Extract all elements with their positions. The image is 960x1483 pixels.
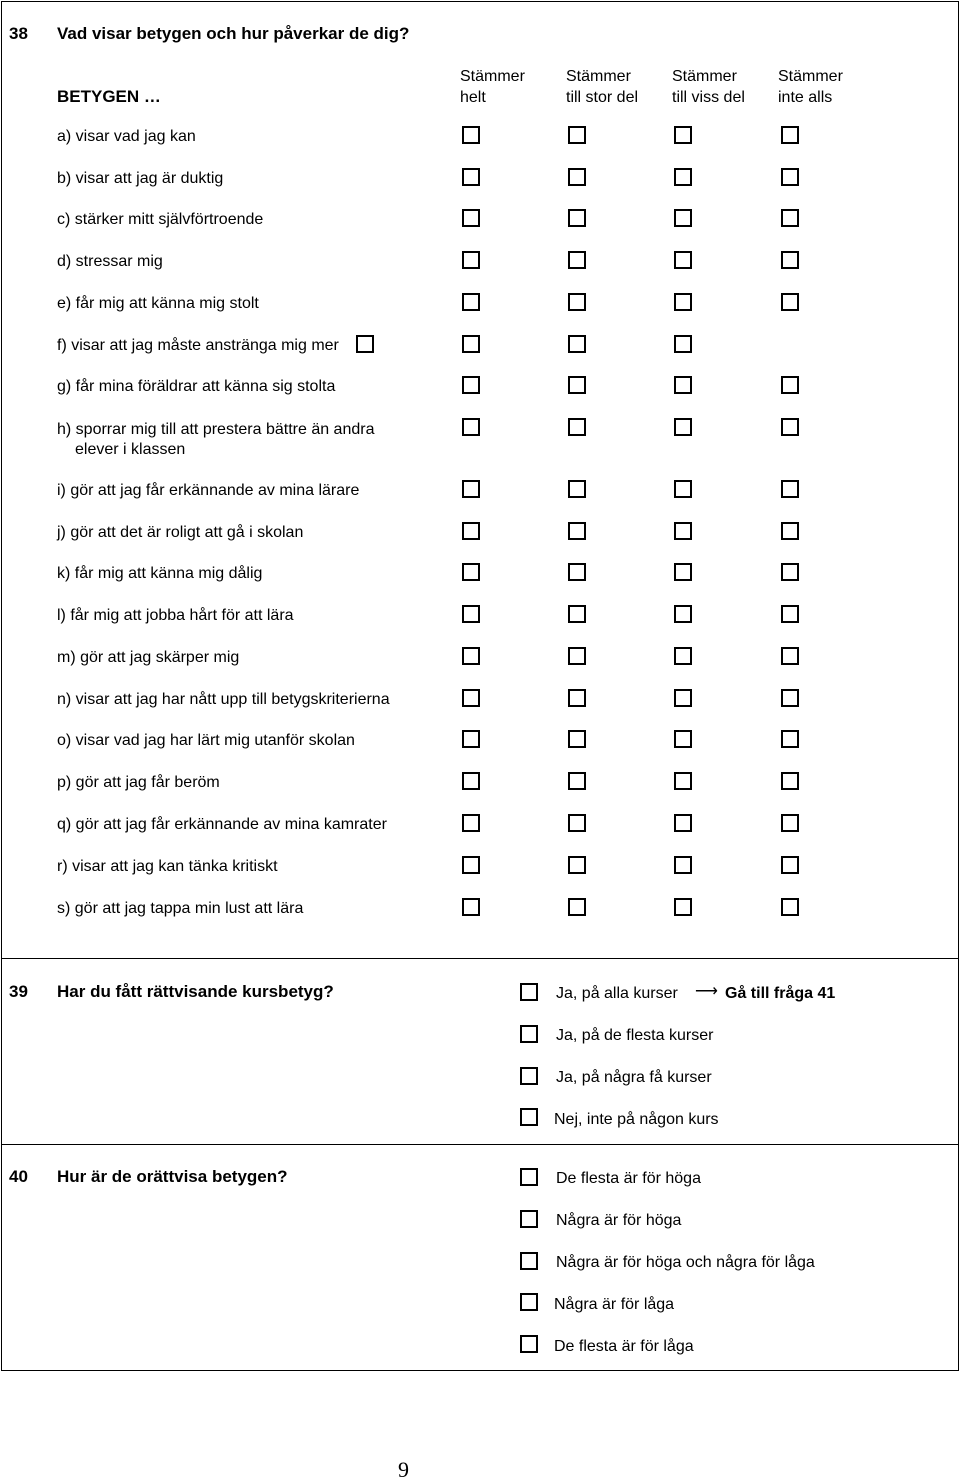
checkbox-m-stor-del[interactable] <box>568 647 586 665</box>
checkbox-a-stor-del[interactable] <box>568 126 586 144</box>
column-header-stor-del <box>566 66 638 108</box>
checkbox-c-inte-alls[interactable] <box>781 209 799 227</box>
checkbox-i-inte-alls[interactable] <box>781 480 799 498</box>
checkbox-b-viss-del[interactable] <box>674 168 692 186</box>
q39-option-2-label: Ja, på de flesta kurser <box>556 1027 714 1044</box>
column-header-helt <box>460 66 525 108</box>
q39-option-4-label: Nej, inte på någon kurs <box>554 1111 719 1128</box>
checkbox-b-stor-del[interactable] <box>568 168 586 186</box>
checkbox-a-helt[interactable] <box>462 126 480 144</box>
q39-option-3-checkbox[interactable] <box>520 1067 538 1085</box>
checkbox-r-inte-alls[interactable] <box>781 856 799 874</box>
q40-option-4-checkbox[interactable] <box>520 1293 538 1311</box>
item-h-label: h) sporrar mig till att prestera bättre än andra <box>57 421 375 438</box>
q40-option-3-checkbox[interactable] <box>520 1252 538 1270</box>
checkbox-h-viss-del[interactable] <box>674 418 692 436</box>
checkbox-c-viss-del[interactable] <box>674 209 692 227</box>
checkbox-h-helt[interactable] <box>462 418 480 436</box>
checkbox-o-viss-del[interactable] <box>674 730 692 748</box>
item-a-label: a) visar vad jag kan <box>57 128 196 145</box>
checkbox-s-helt[interactable] <box>462 898 480 916</box>
checkbox-i-helt[interactable] <box>462 480 480 498</box>
betygen-group-label: BETYGEN … <box>57 87 161 106</box>
checkbox-i-stor-del[interactable] <box>568 480 586 498</box>
q40-option-2-label: Några är för höga <box>556 1212 682 1229</box>
checkbox-q-helt[interactable] <box>462 814 480 832</box>
question-40-number: 40 <box>9 1167 28 1186</box>
q39-skip-instruction: Gå till fråga 41 <box>725 985 836 1002</box>
checkbox-q-viss-del[interactable] <box>674 814 692 832</box>
checkbox-h-stor-del[interactable] <box>568 418 586 436</box>
checkbox-f-viss-del[interactable] <box>568 335 586 353</box>
checkbox-p-viss-del[interactable] <box>674 772 692 790</box>
q40-option-1-label: De flesta är för höga <box>556 1170 701 1187</box>
checkbox-l-stor-del[interactable] <box>568 605 586 623</box>
checkbox-s-inte-alls[interactable] <box>781 898 799 916</box>
question-39-title: Har du fått rättvisande kursbetyg? <box>57 982 334 1001</box>
item-g-label: g) får mina föräldrar att känna sig stolta <box>57 378 336 395</box>
checkbox-a-viss-del[interactable] <box>674 126 692 144</box>
checkbox-f-stor-del[interactable] <box>462 335 480 353</box>
checkbox-m-inte-alls[interactable] <box>781 647 799 665</box>
q40-option-3-label: Några är för höga och några för låga <box>556 1254 815 1271</box>
checkbox-o-stor-del[interactable] <box>568 730 586 748</box>
question-39-number: 39 <box>9 982 28 1001</box>
checkbox-r-helt[interactable] <box>462 856 480 874</box>
checkbox-o-inte-alls[interactable] <box>781 730 799 748</box>
checkbox-b-helt[interactable] <box>462 168 480 186</box>
column-header-line2: till stor del <box>566 89 639 106</box>
checkbox-a-inte-alls[interactable] <box>781 126 799 144</box>
page-number: 9 <box>398 1457 409 1482</box>
checkbox-n-stor-del[interactable] <box>568 689 586 707</box>
checkbox-k-helt[interactable] <box>462 563 480 581</box>
item-n-label: n) visar att jag har nått upp till betygskriterierna <box>57 691 390 708</box>
item-i-label: i) gör att jag får erkännande av mina lärare <box>57 482 360 499</box>
q40-option-1-checkbox[interactable] <box>520 1168 538 1186</box>
checkbox-e-viss-del[interactable] <box>674 293 692 311</box>
checkbox-n-viss-del[interactable] <box>674 689 692 707</box>
checkbox-p-helt[interactable] <box>462 772 480 790</box>
checkbox-g-helt[interactable] <box>462 376 480 394</box>
column-header-line1: Stämmer <box>566 68 631 85</box>
q39-option-4-checkbox[interactable] <box>520 1108 538 1126</box>
checkbox-j-inte-alls[interactable] <box>781 522 799 540</box>
checkbox-m-viss-del[interactable] <box>674 647 692 665</box>
item-m-label: m) gör att jag skärper mig <box>57 649 240 666</box>
checkbox-q-stor-del[interactable] <box>568 814 586 832</box>
q40-option-2-checkbox[interactable] <box>520 1210 538 1228</box>
question-38-title: Vad visar betygen och hur påverkar de dig? <box>57 24 410 43</box>
item-s-label: s) gör att jag tappa min lust att lära <box>57 900 304 917</box>
arrow-right-icon: ⟶ <box>695 983 718 1000</box>
checkbox-e-stor-del[interactable] <box>568 293 586 311</box>
checkbox-g-viss-del[interactable] <box>674 376 692 394</box>
item-h-label-line2: elever i klassen <box>75 441 186 458</box>
q39-option-3-label: Ja, på några få kurser <box>556 1069 712 1086</box>
q40-option-4-label: Några är för låga <box>554 1296 675 1313</box>
checkbox-i-viss-del[interactable] <box>674 480 692 498</box>
checkbox-b-inte-alls[interactable] <box>781 168 799 186</box>
q39-option-1-checkbox[interactable] <box>520 983 538 1001</box>
checkbox-h-inte-alls[interactable] <box>781 418 799 436</box>
checkbox-n-inte-alls[interactable] <box>781 689 799 707</box>
item-l-label: l) får mig att jobba hårt för att lära <box>57 607 294 624</box>
checkbox-d-helt[interactable] <box>462 251 480 269</box>
checkbox-p-stor-del[interactable] <box>568 772 586 790</box>
column-header-inte-alls <box>778 66 843 108</box>
q40-option-5-label: De flesta är för låga <box>554 1338 694 1355</box>
item-q-label: q) gör att jag får erkännande av mina kamrater <box>57 816 387 833</box>
column-header-line2: inte alls <box>778 89 833 106</box>
q39-option-2-checkbox[interactable] <box>520 1025 538 1043</box>
checkbox-m-helt[interactable] <box>462 647 480 665</box>
item-c-label: c) stärker mitt självförtroende <box>57 211 264 228</box>
checkbox-e-inte-alls[interactable] <box>781 293 799 311</box>
checkbox-l-viss-del[interactable] <box>674 605 692 623</box>
checkbox-g-inte-alls[interactable] <box>781 376 799 394</box>
checkbox-k-viss-del[interactable] <box>674 563 692 581</box>
column-header-line1: Stämmer <box>672 68 737 85</box>
checkbox-f-helt[interactable] <box>356 335 374 353</box>
checkbox-j-stor-del[interactable] <box>568 522 586 540</box>
item-b-label: b) visar att jag är duktig <box>57 170 224 187</box>
checkbox-c-helt[interactable] <box>462 209 480 227</box>
checkbox-r-stor-del[interactable] <box>568 856 586 874</box>
item-f-label: f) visar att jag måste anstränga mig mer <box>57 337 339 354</box>
checkbox-q-inte-alls[interactable] <box>781 814 799 832</box>
column-header-line1: Stämmer <box>460 68 525 85</box>
checkbox-k-stor-del[interactable] <box>568 563 586 581</box>
checkbox-g-stor-del[interactable] <box>568 376 586 394</box>
checkbox-l-helt[interactable] <box>462 605 480 623</box>
checkbox-d-inte-alls[interactable] <box>781 251 799 269</box>
checkbox-j-viss-del[interactable] <box>674 522 692 540</box>
checkbox-o-helt[interactable] <box>462 730 480 748</box>
q39-option-1-label: Ja, på alla kurser <box>556 985 678 1002</box>
checkbox-l-inte-alls[interactable] <box>781 605 799 623</box>
item-d-label: d) stressar mig <box>57 253 163 270</box>
checkbox-n-helt[interactable] <box>462 689 480 707</box>
checkbox-s-viss-del[interactable] <box>674 898 692 916</box>
checkbox-f-inte-alls[interactable] <box>674 335 692 353</box>
column-header-viss-del <box>672 66 745 108</box>
item-p-label: p) gör att jag får beröm <box>57 774 220 791</box>
checkbox-e-helt[interactable] <box>462 293 480 311</box>
checkbox-k-inte-alls[interactable] <box>781 563 799 581</box>
checkbox-r-viss-del[interactable] <box>674 856 692 874</box>
column-header-line2: helt <box>460 89 486 106</box>
checkbox-p-inte-alls[interactable] <box>781 772 799 790</box>
column-header-line2: till viss del <box>672 89 745 106</box>
question-38-number: 38 <box>9 24 28 43</box>
column-header-line1: Stämmer <box>778 68 843 85</box>
item-e-label: e) får mig att känna mig stolt <box>57 295 259 312</box>
item-k-label: k) får mig att känna mig dålig <box>57 565 263 582</box>
item-r-label: r) visar att jag kan tänka kritiskt <box>57 858 278 875</box>
checkbox-j-helt[interactable] <box>462 522 480 540</box>
checkbox-d-viss-del[interactable] <box>674 251 692 269</box>
checkbox-c-stor-del[interactable] <box>568 209 586 227</box>
checkbox-s-stor-del[interactable] <box>568 898 586 916</box>
q40-option-5-checkbox[interactable] <box>520 1335 538 1353</box>
item-j-label: j) gör att det är roligt att gå i skolan <box>57 524 304 541</box>
question-40-title: Hur är de orättvisa betygen? <box>57 1167 288 1186</box>
checkbox-d-stor-del[interactable] <box>568 251 586 269</box>
item-o-label: o) visar vad jag har lärt mig utanför skolan <box>57 732 355 749</box>
